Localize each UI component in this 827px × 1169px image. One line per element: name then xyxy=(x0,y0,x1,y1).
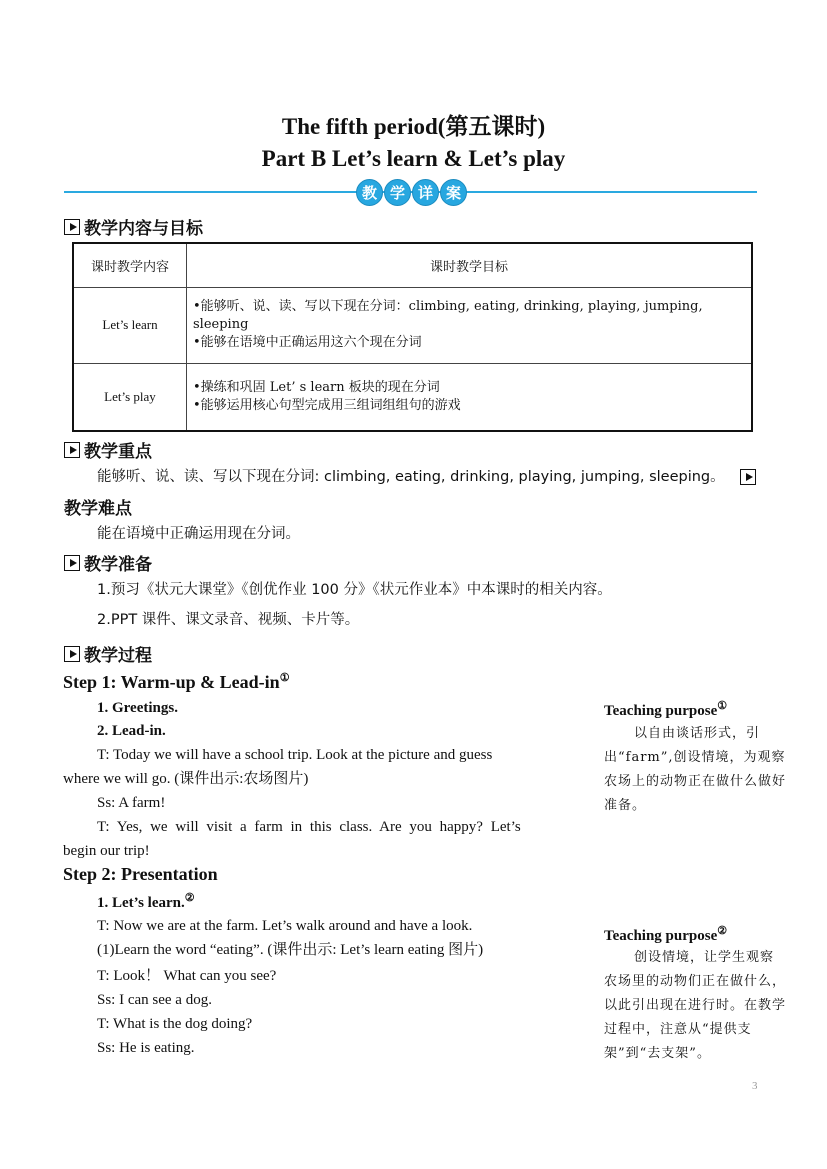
section-goals xyxy=(64,214,203,239)
section-key-points xyxy=(64,437,152,462)
table-header: 课时教学目标 xyxy=(187,243,753,287)
dialogue-line: where we will go. (课件出示:农场图片) xyxy=(63,771,309,787)
section-preparation xyxy=(64,550,152,575)
badge-char: 案 xyxy=(440,179,467,206)
table-cell: Let’s learn xyxy=(73,287,187,363)
table-cell: Let’s play xyxy=(73,363,187,431)
step2-title: Step 2: Presentation xyxy=(63,864,218,884)
section-heading: 教学准备 xyxy=(84,555,152,575)
dialogue-line: Ss: A farm! xyxy=(97,795,166,811)
footnote-mark: ② xyxy=(184,892,195,904)
dialogue-line: begin our trip! xyxy=(63,843,150,859)
section-difficulty xyxy=(64,494,132,519)
play-triangle-icon xyxy=(64,555,80,571)
dialogue-line: T: Today we will have a school trip. Look at the picture and guess xyxy=(97,747,493,763)
side-note-text: 以自由谈话形式，引出“farm”,创设情境，为观察农场上的动物正在做什么做好准备。 xyxy=(604,726,787,813)
goal-item: •能够听、说、读、写以下现在分词：climbing, eating, drinking, playing, jumping, sleeping xyxy=(193,299,703,332)
page-number: 3 xyxy=(752,1080,758,1092)
table-header: 课时教学内容 xyxy=(73,243,187,287)
section-process xyxy=(64,641,152,666)
goals-table xyxy=(72,242,753,432)
page-title: The fifth period(第五课时) xyxy=(281,114,546,139)
lesson-plan-badge xyxy=(356,179,467,205)
dialogue-line: T: Look！ What can you see? xyxy=(97,968,277,984)
goal-item: •能够在语境中正确运用这六个现在分词 xyxy=(193,335,422,350)
dialogue-line: T: Yes, we will visit a farm in this class. Are you happy? Let’s xyxy=(97,819,521,835)
play-triangle-icon xyxy=(64,219,80,235)
goal-item: •操练和巩固 Let’ s learn 板块的现在分词 xyxy=(193,379,440,395)
page-subtitle: Part B Let’s learn & Let’s play xyxy=(261,146,566,171)
side-note-heading-text: Teaching purpose xyxy=(604,703,718,719)
step2-learn-text: 1. Let’s learn. xyxy=(97,895,185,911)
badge-char: 学 xyxy=(384,179,411,206)
side-note-heading xyxy=(604,924,727,945)
key-points-text: 能够听、说、读、写以下现在分词: climbing, eating, drinking, playing, jumping, sleeping。 xyxy=(97,469,725,485)
side-note-heading-text: Teaching purpose xyxy=(604,928,718,944)
play-triangle-icon xyxy=(64,442,80,458)
play-triangle-icon xyxy=(740,469,756,485)
prep-item: 2.PPT 课件、课文录音、视频、卡片等。 xyxy=(97,612,360,628)
play-triangle-icon xyxy=(64,646,80,662)
dialogue-line: (1)Learn the word “eating”. (课件出示: Let’s learn eating 图片) xyxy=(97,942,484,958)
dialogue-line: T: What is the dog doing? xyxy=(97,1016,253,1032)
step-title-text: Step 1: Warm-up & Lead-in xyxy=(63,672,280,692)
footnote-mark: ② xyxy=(717,925,728,937)
section-heading: 教学重点 xyxy=(84,442,152,462)
prep-item: 1.预习《状元大课堂》《创优作业 100 分》《状元作业本》中本课时的相关内容。 xyxy=(97,582,612,598)
dialogue-line: Ss: He is eating. xyxy=(97,1040,195,1056)
side-note-heading xyxy=(604,699,727,720)
dialogue-line: T: Now we are at the farm. Let’s walk around and have a look. xyxy=(97,918,473,934)
step1-greetings: 1. Greetings. xyxy=(97,700,178,716)
step1-leadin: 2. Lead-in. xyxy=(97,723,166,739)
badge-char: 详 xyxy=(412,179,439,206)
section-heading: 教学内容与目标 xyxy=(84,219,203,239)
difficulty-text: 能在语境中正确运用现在分词。 xyxy=(97,526,300,542)
step2-learn xyxy=(97,891,195,912)
section-heading: 教学过程 xyxy=(84,646,152,666)
side-note-text: 创设情境，让学生观察农场里的动物们正在做什么，以此引出现在进行时。在教学过程中，注意从“提供支架”到“去支架”。 xyxy=(604,950,787,1061)
step1-title xyxy=(63,671,290,693)
footnote-mark: ① xyxy=(717,700,728,712)
goal-item: •能够运用核心句型完成用三组词组组句的游戏 xyxy=(193,397,461,413)
section-heading: 教学难点 xyxy=(64,499,132,519)
badge-char: 教 xyxy=(356,179,383,206)
footnote-mark: ① xyxy=(279,672,290,684)
dialogue-line: Ss: I can see a dog. xyxy=(97,992,212,1008)
